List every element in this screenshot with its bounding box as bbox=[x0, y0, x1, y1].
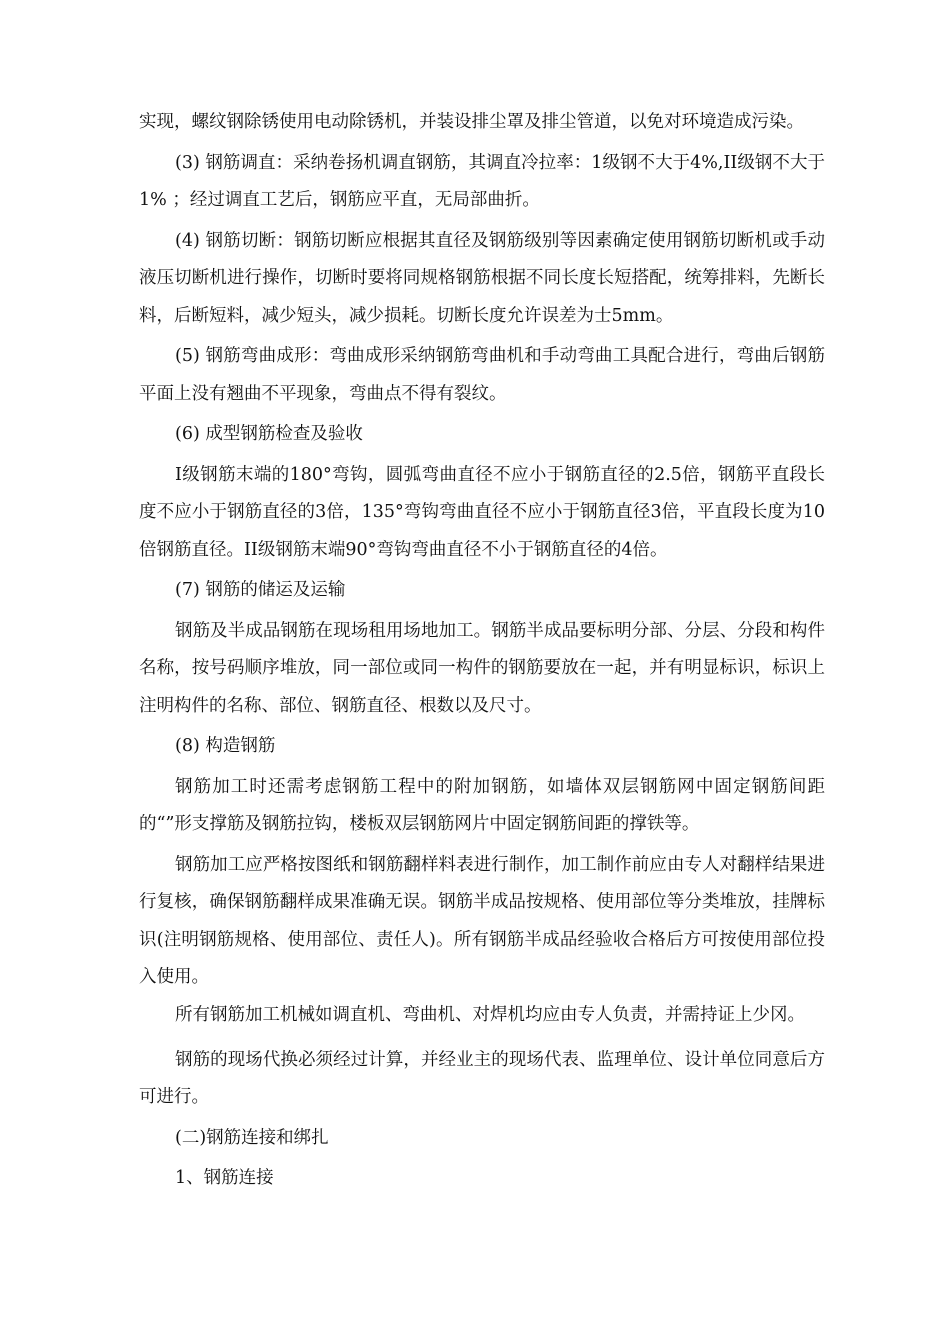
paragraph: 所有钢筋加工机械如调直机、弯曲机、对焊机均应由专人负责，并需持证上少冈。 bbox=[175, 1004, 805, 1025]
section-heading: (二)钢筋连接和绑扎 bbox=[175, 1127, 329, 1148]
document-body bbox=[139, 104, 825, 1201]
paragraph: 钢筋的现场代换必须经过计算，并经业主的现场代表、监理单位、设计单位同意后方可进行。 bbox=[139, 1049, 825, 1107]
paragraph: 实现，螺纹钢除锈使用电动除锈机，并装设排尘罩及排尘管道，以免对环境造成污染。 bbox=[139, 112, 804, 132]
paragraph: 钢筋加工时还需考虑钢筋工程中的附加钢筋，如墙体双层钢筋网中固定钢筋间距的“”形支撑筋及钢筋拉钩，楼板双层钢筋网片中固定钢筋间距的撑铁等。 bbox=[139, 776, 825, 834]
paragraph: 钢筋加工应严格按图纸和钢筋翻样料表进行制作，加工制作前应由专人对翻样结果进行复核，确保钢筋翻样成果准确无误。钢筋半成品按规格、使用部位等分类堆放，挂牌标识(注明钢筋规格、使用部位、责任人)。所有钢筋半成品经验收合格后方可按使用部位投入使用。 bbox=[139, 854, 825, 987]
section-heading: 1、钢筋连接 bbox=[175, 1168, 274, 1188]
section-heading: (8) 构造钢筋 bbox=[175, 736, 276, 756]
section-heading: (6) 成型钢筋检查及验收 bbox=[175, 424, 363, 444]
paragraph: (5) 钢筋弯曲成形：弯曲成形采纳钢筋弯曲机和手动弯曲工具配合进行，弯曲后钢筋平面上没有翘曲不平现象，弯曲点不得有裂纹。 bbox=[139, 346, 825, 404]
paragraph: I级钢筋末端的180°弯钩，圆弧弯曲直径不应小于钢筋直径的2.5倍，钢筋平直段长度不应小于钢筋直径的3倍，135°弯钩弯曲直径不应小于钢筋直径3倍，平直段长度为10倍钢筋直径。II级钢筋末端90°弯钩弯曲直径不小于钢筋直径的4倍。 bbox=[139, 464, 825, 560]
paragraph: (4) 钢筋切断：钢筋切断应根据其直径及钢筋级别等因素确定使用钢筋切断机或手动液压切断机进行操作，切断时要将同规格钢筋根据不同长度长短搭配，统筹排料，先断长料，后断短料，减少短头，减少损耗。切断长度允许误差为士5mm。 bbox=[139, 230, 825, 326]
paragraph: 钢筋及半成品钢筋在现场租用场地加工。钢筋半成品要标明分部、分层、分段和构件名称，按号码顺序堆放，同一部位或同一构件的钢筋要放在一起，并有明显标识，标识上注明构件的名称、部位、钢筋直径、根数以及尺寸。 bbox=[139, 620, 825, 716]
section-heading: (7) 钢筋的储运及运输 bbox=[175, 580, 346, 600]
paragraph: (3) 钢筋调直：采纳卷扬机调直钢筋，其调直冷拉率：1级钢不大于4%,II级钢不大于1% ；经过调直工艺后，钢筋应平直，无局部曲折。 bbox=[139, 152, 825, 210]
